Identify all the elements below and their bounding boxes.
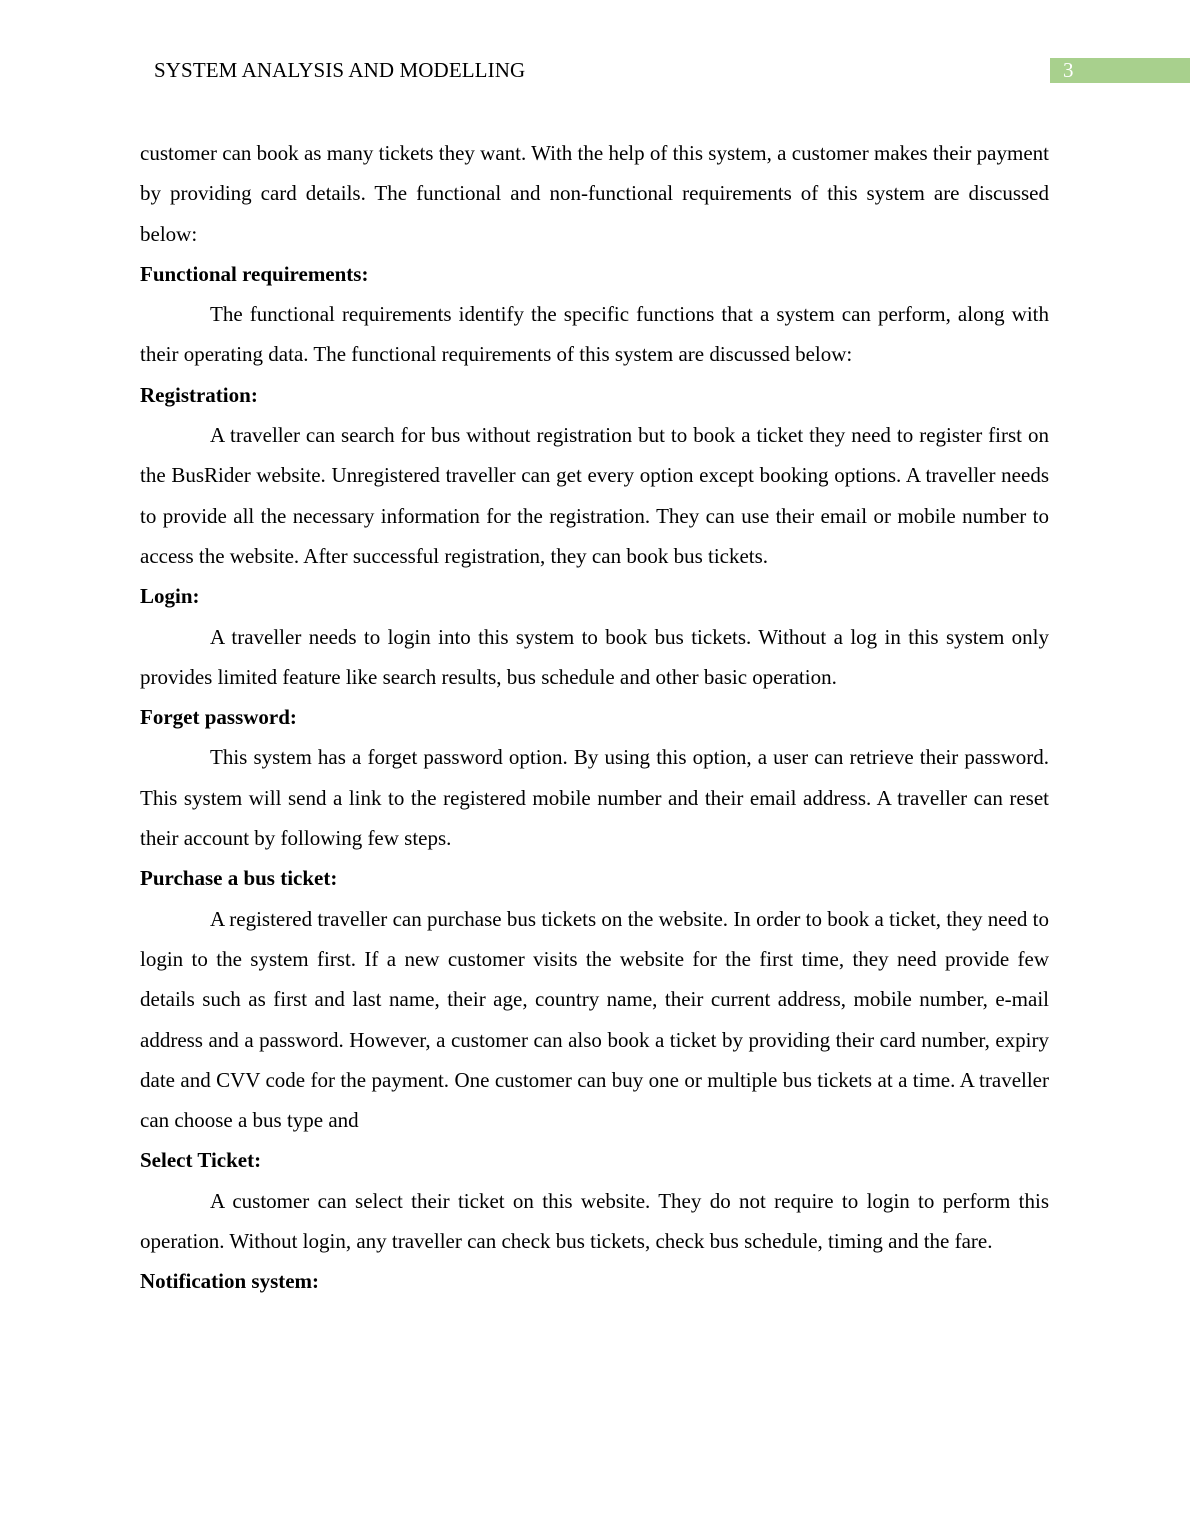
heading-functional-requirements: Functional requirements: bbox=[140, 261, 369, 286]
functional-requirements-paragraph: The functional requirements identify the specific functions that a system can perform, along with their operating data. The functional requirements of this system are discussed below: bbox=[140, 302, 1049, 367]
heading-notification-system: Notification system: bbox=[140, 1269, 320, 1294]
forget-password-paragraph: This system has a forget password option. By using this option, a user can retrieve their password. This system will send a link to the registered mobile number and their email address. A traveller can reset their account by following few steps. bbox=[140, 745, 1049, 851]
login-paragraph: A traveller needs to login into this system to book bus tickets. Without a log in this system only provides limited feature like search results, bus schedule and other basic operation. bbox=[140, 624, 1049, 689]
heading-select-ticket: Select Ticket: bbox=[140, 1148, 262, 1173]
document-body bbox=[140, 133, 1049, 1302]
heading-login: Login: bbox=[140, 584, 200, 609]
intro-paragraph: customer can book as many tickets they want. With the help of this system, a customer makes their payment by providing card details. The functional and non-functional requirements of this system are discussed below: bbox=[140, 141, 1049, 246]
heading-purchase-bus-ticket: Purchase a bus ticket: bbox=[140, 866, 338, 891]
page-number: 3 bbox=[1063, 58, 1074, 82]
purchase-bus-ticket-paragraph: A registered traveller can purchase bus tickets on the website. In order to book a ticket, they need to login to the system first. If a new customer visits the website for the first time, they need provide few details such as first and last name, their age, country name, their current address, mobile number, e-mail address and a password. However, a customer can also book a ticket by providing their card number, expiry date and CVV code for the payment. One customer can buy one or multiple bus tickets at a time. A traveller can choose a bus type and bbox=[140, 906, 1049, 1133]
page-number-badge bbox=[1050, 58, 1190, 83]
heading-registration: Registration: bbox=[140, 382, 258, 407]
select-ticket-paragraph: A customer can select their ticket on this website. They do not require to login to perform this operation. Without login, any traveller can check bus tickets, check bus schedule, timing and the fare. bbox=[140, 1188, 1049, 1254]
heading-forget-password: Forget password: bbox=[140, 705, 297, 730]
registration-paragraph: A traveller can search for bus without registration but to book a ticket they need to register first on the BusRider website. Unregistered traveller can get every option except booking options. A traveller needs to provide all the necessary information for the registration. They can use their email or mobile number to access the website. After successful registration, they can book bus tickets. bbox=[140, 423, 1049, 568]
running-header-title: SYSTEM ANALYSIS AND MODELLING bbox=[154, 58, 526, 82]
